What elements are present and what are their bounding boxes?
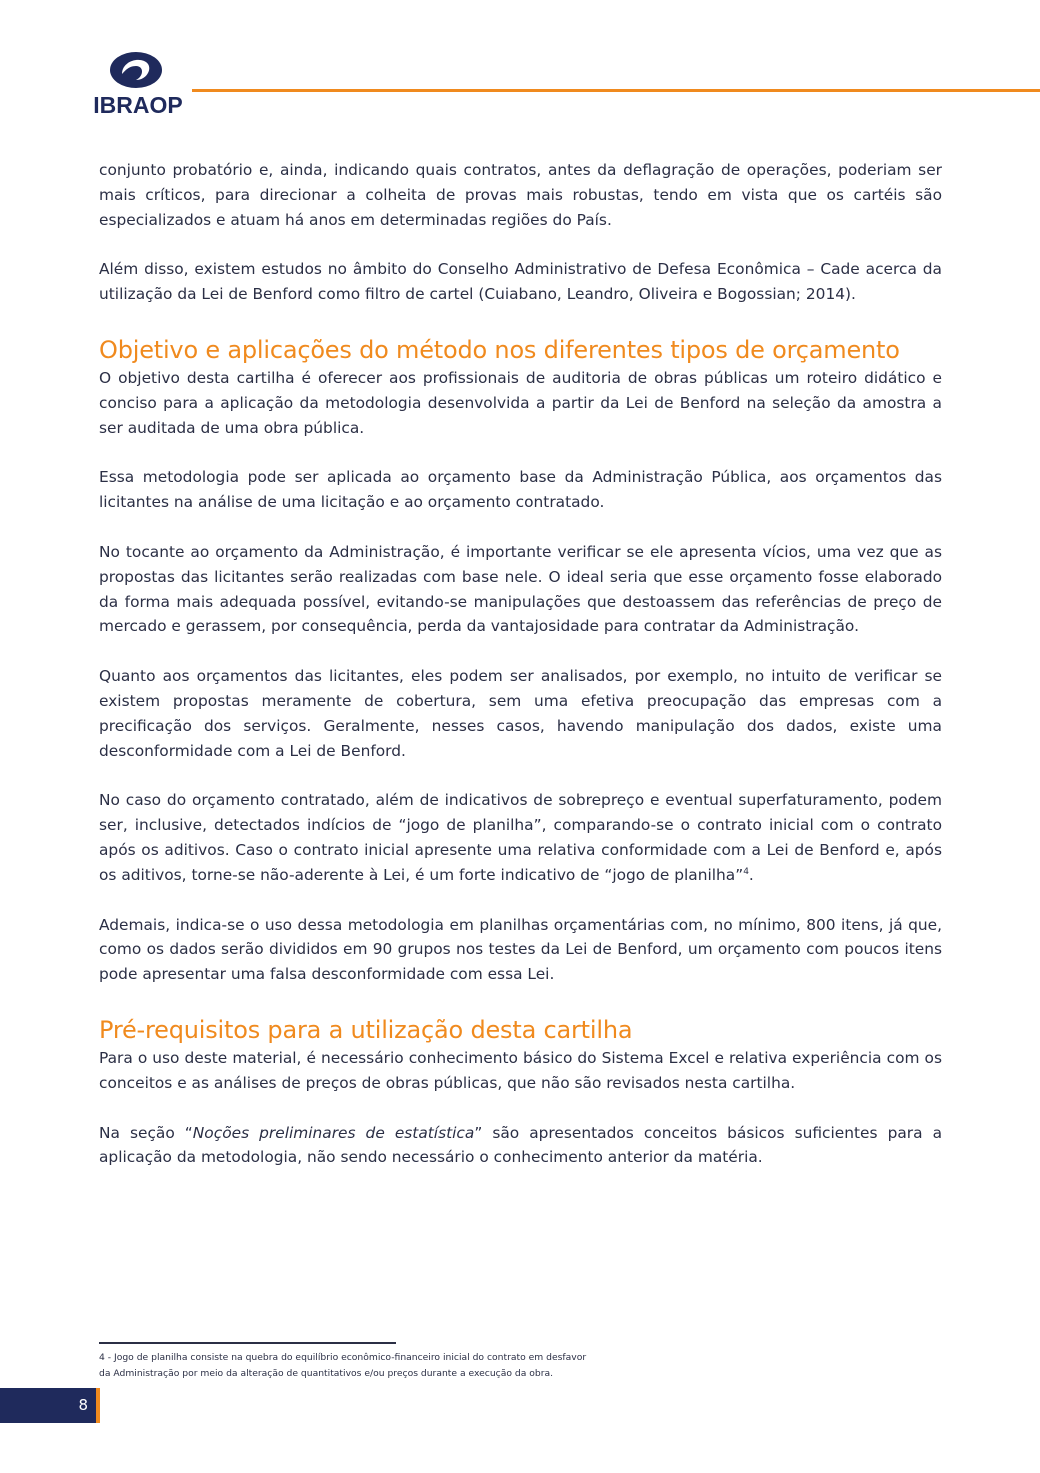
- paragraph-text: ” são apresentados conceitos básicos suficientes para a aplicação da metodologia, não sendo necessário o conhecimento anterior da matéria.: [99, 1123, 943, 1167]
- page-content: [99, 158, 942, 1195]
- paragraph: [99, 788, 942, 887]
- footnote-line: 4 - Jogo de planilha consiste na quebra do equilíbrio econômico-financeiro inicial do contrato em desfavor: [99, 1352, 587, 1363]
- paragraph: [99, 1121, 942, 1171]
- footnote-reference[interactable]: 4: [743, 866, 749, 877]
- paragraph-text: No caso do orçamento contratado, além de indicativos de sobrepreço e eventual superfaturamento, podem ser, inclusive, detectados indícios de “jogo de planilha”, comparando-se o contrato inicial com o contrato após os aditivos. Caso o contrato inicial apresente uma relativa conformidade com a Lei de Benford e, após os aditivos, torne-se não-aderente à Lei, é um forte indicativo de “jogo de planilha”: [99, 791, 942, 884]
- page-number-accent: [96, 1388, 100, 1423]
- logo-text: IBRAOP: [93, 92, 183, 118]
- paragraph: Ademais, indica-se o uso dessa metodologia em planilhas orçamentárias com, no mínimo, 800 itens, já que, como os dados serão divididos em 90 grupos nos testes da Lei de Benford, um orçamento com poucos itens pode apresentar uma falsa desconformidade com essa Lei.: [99, 915, 942, 984]
- header-accent-line: [192, 89, 1040, 92]
- paragraph: O objetivo desta cartilha é oferecer aos profissionais de auditoria de obras públicas um roteiro didático e conciso para a aplicação da metodologia desenvolvida a partir da Lei de Benford na seleção da amostra a ser auditada de uma obra pública.: [99, 368, 942, 437]
- paragraph-text: Na seção “: [99, 1123, 193, 1142]
- paragraph: conjunto probatório e, ainda, indicando quais contratos, antes da deflagração de operações, poderiam ser mais críticos, para direcionar a colheita de provas mais robustas, tendo em vista que os cartéis são especializados e atuam há anos em determinadas regiões do País.: [99, 161, 942, 229]
- section-reference: Noções preliminares de estatística: [192, 1123, 475, 1142]
- paragraph: Essa metodologia pode ser aplicada ao orçamento base da Administração Pública, aos orçamentos das licitantes na análise de uma licitação e ao orçamento contratado.: [99, 468, 942, 512]
- ibraop-logo: [88, 50, 188, 122]
- footnote-divider: [99, 1342, 396, 1344]
- paragraph: Além disso, existem estudos no âmbito do Conselho Administrativo de Defesa Econômica – Cade acerca da utilização da Lei de Benford como filtro de cartel (Cuiabano, Leandro, Oliveira e Bogossian; 2014).: [99, 260, 942, 304]
- footnote: [99, 1350, 719, 1382]
- section-heading-objective: Objetivo e aplicações do método nos diferentes tipos de orçamento: [99, 335, 900, 364]
- logo-emblem-icon: [108, 50, 164, 90]
- page-number: 8: [78, 1396, 88, 1414]
- paragraph: Quanto aos orçamentos das licitantes, eles podem ser analisados, por exemplo, no intuito de verificar se existem propostas meramente de cobertura, sem uma efetiva preocupação das empresas com a precificação dos serviços. Geralmente, nesses casos, havendo manipulação dos dados, existe uma desconformidade com a Lei de Benford.: [99, 667, 942, 760]
- section-heading-prerequisites: Pré-requisitos para a utilização desta cartilha: [99, 1015, 633, 1044]
- footnote-line: da Administração por meio da alteração de quantitativos e/ou preços durante a execução da obra.: [99, 1368, 554, 1379]
- paragraph-text-end: .: [748, 865, 754, 884]
- paragraph: Para o uso deste material, é necessário conhecimento básico do Sistema Excel e relativa experiência com os conceitos e as análises de preços de obras públicas, que não são revisados nesta cartilha.: [99, 1048, 942, 1092]
- paragraph: No tocante ao orçamento da Administração, é importante verificar se ele apresenta vícios, uma vez que as propostas das licitantes serão realizadas com base nele. O ideal seria que esse orçamento fosse elaborado da forma mais adequada possível, evitando-se manipulações que destoassem das referências de preço de mercado e gerassem, por consequência, perda da vantajosidade para contratar da Administração.: [99, 542, 942, 636]
